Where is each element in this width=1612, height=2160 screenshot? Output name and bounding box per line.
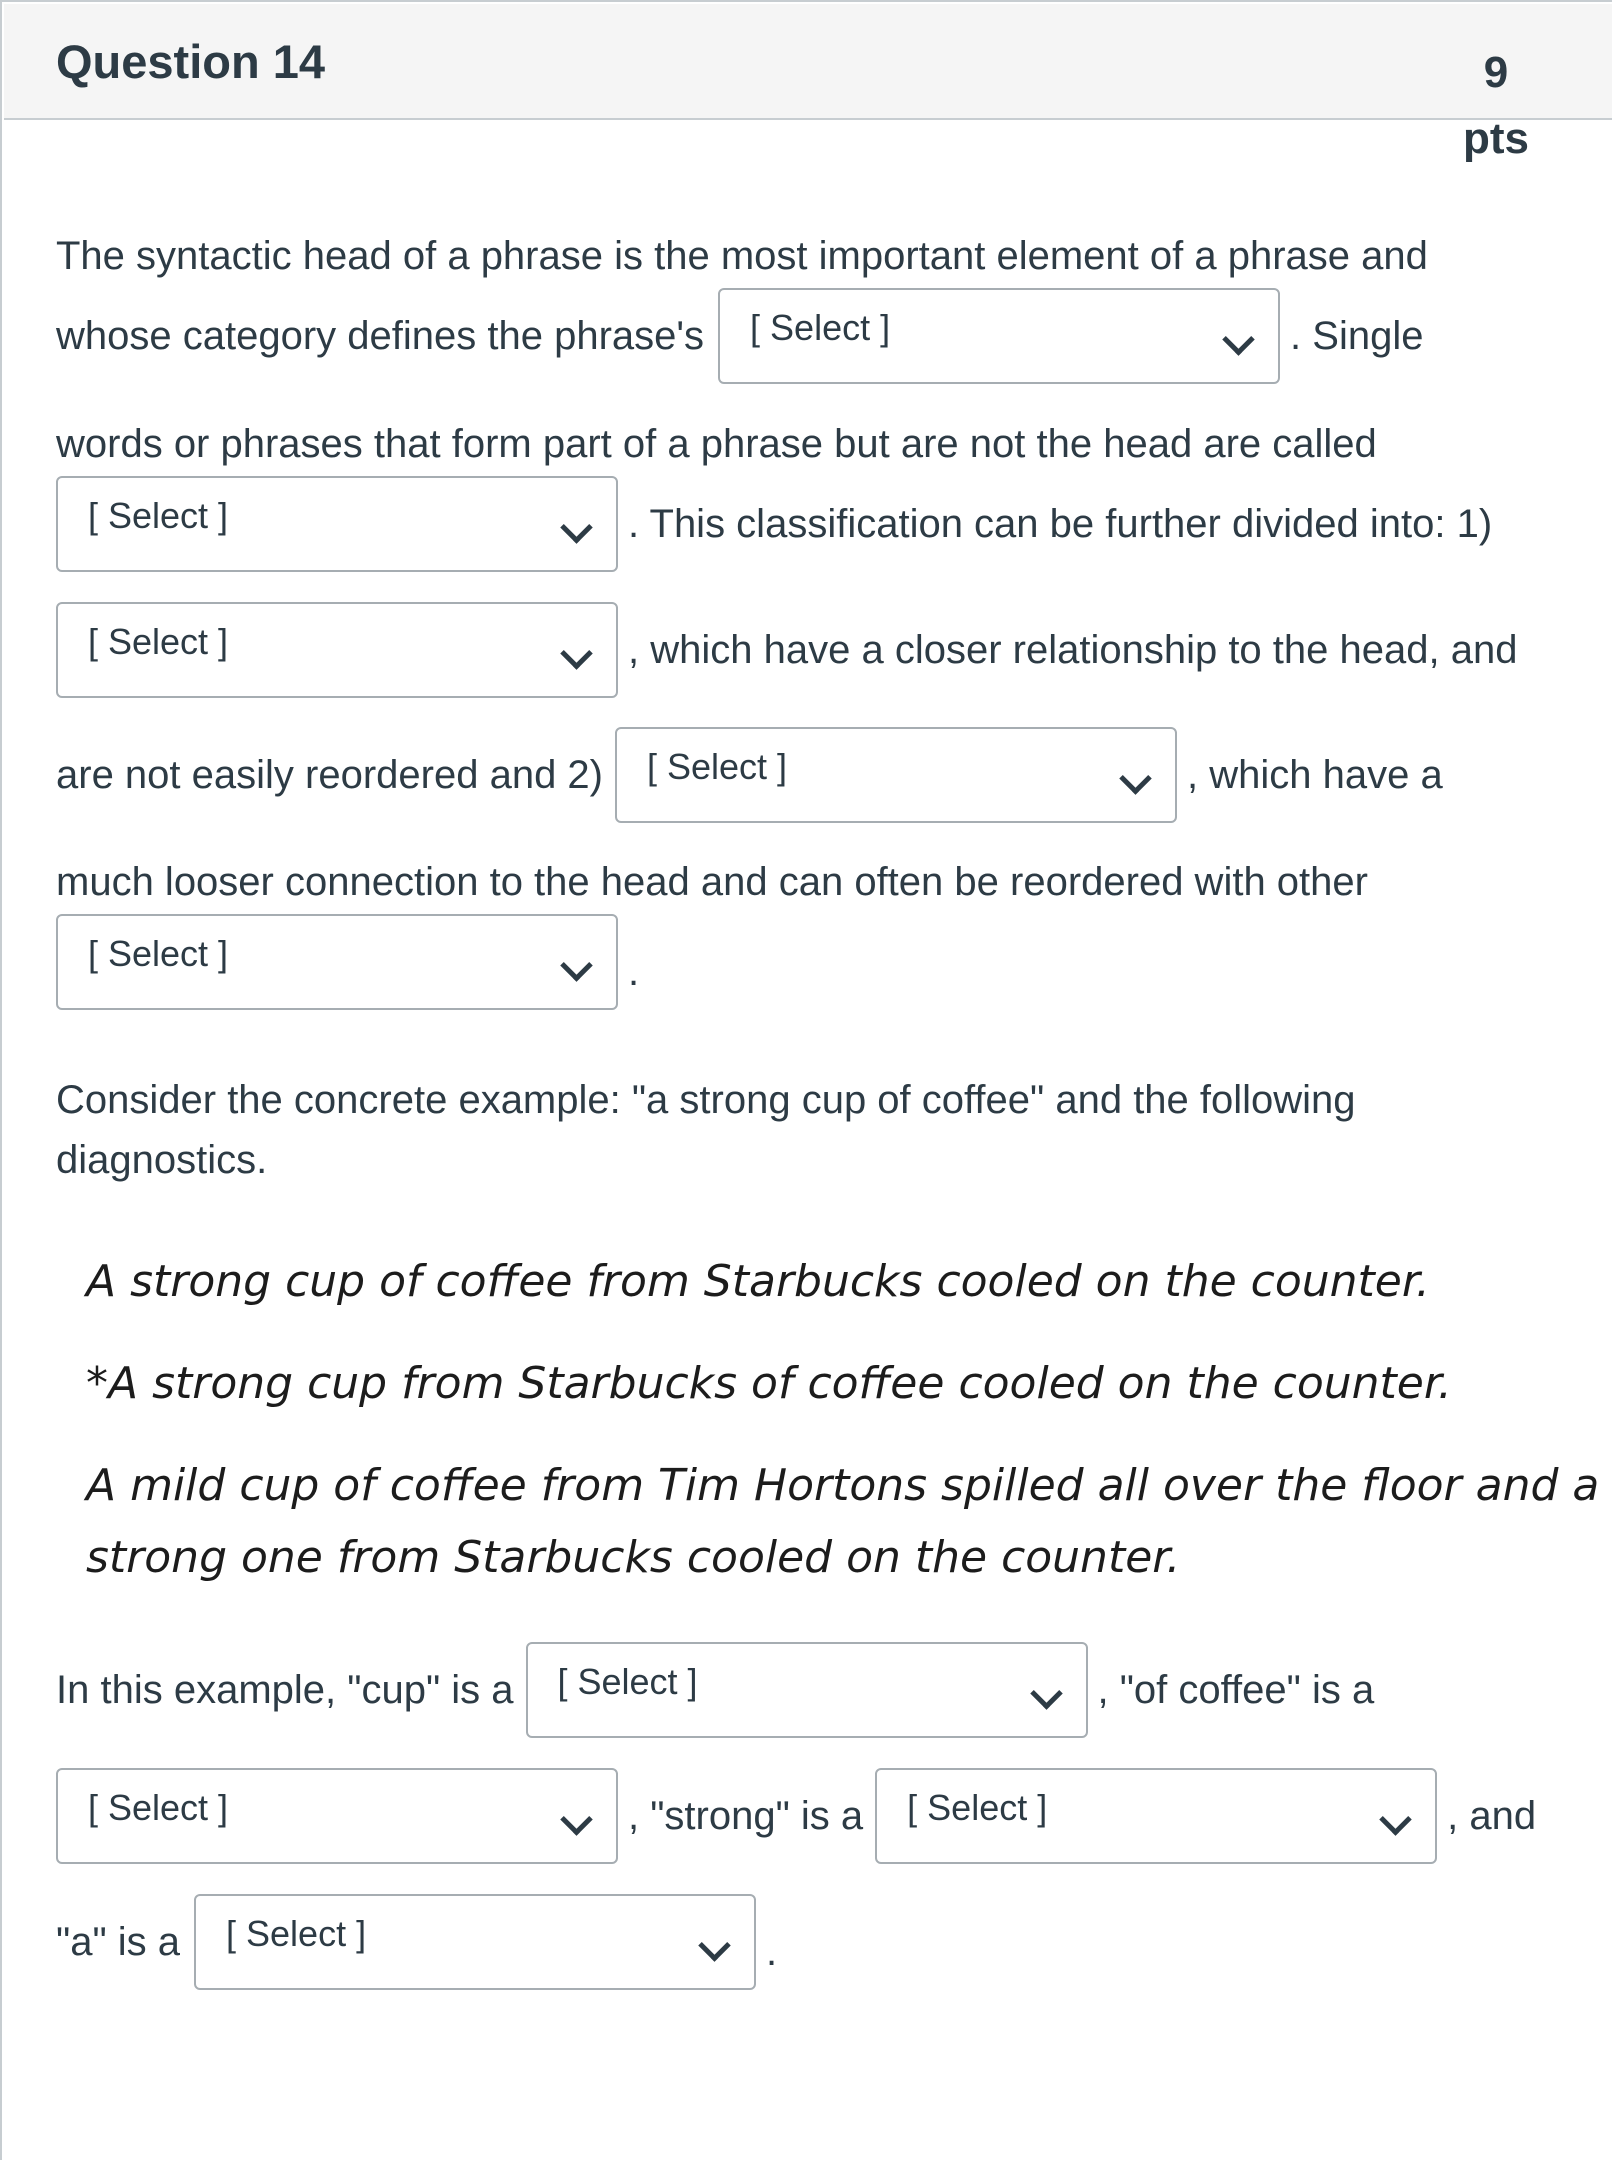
- body-text: diagnostics.: [56, 1138, 268, 1182]
- chevron-down-icon: [1222, 323, 1255, 356]
- select-value: [ Select ]: [88, 621, 229, 662]
- body-text: , which have a closer relationship to the head, and: [628, 628, 1518, 672]
- body-text: .: [766, 1930, 778, 1974]
- select-type-1[interactable]: [56, 602, 618, 698]
- body-text: are not easily reordered and 2): [56, 753, 603, 797]
- chevron-down-icon: [560, 511, 593, 544]
- body-text: In this example, "cup" is a: [56, 1668, 514, 1712]
- select-phrase-category[interactable]: [718, 288, 1280, 384]
- select-value: [ Select ]: [88, 495, 229, 536]
- body-text: , "strong" is a: [628, 1794, 864, 1838]
- body-text: Consider the concrete example: "a strong cup of coffee" and the following: [56, 1078, 1356, 1122]
- text-line: [56, 602, 1517, 698]
- select-value: [ Select ]: [88, 1787, 229, 1828]
- body-text: . This classification can be further divided into: 1): [628, 502, 1493, 546]
- body-text: , "of coffee" is a: [1097, 1668, 1375, 1712]
- text-line: [56, 288, 1423, 384]
- select-value: [ Select ]: [647, 746, 788, 787]
- body-text: whose category defines the phrase's: [56, 314, 705, 358]
- text-line: [56, 1080, 1356, 1120]
- example-sentence: *A strong cup from Starbucks of coffee cooled on the counter.: [86, 1358, 1452, 1409]
- select-value: [ Select ]: [907, 1787, 1048, 1828]
- body-text: much looser connection to the head and can often be reordered with other: [56, 860, 1368, 904]
- select-a[interactable]: [194, 1894, 756, 1990]
- text-line: [56, 476, 1492, 572]
- chevron-down-icon: [1119, 762, 1152, 795]
- example-sentence: A mild cup of coffee from Tim Hortons spilled all over the floor and a: [86, 1460, 1600, 1511]
- body-text: The syntactic head of a phrase is the most important element of a phrase and: [56, 234, 1428, 278]
- select-non-head-elements[interactable]: [56, 476, 618, 572]
- select-reorder-with[interactable]: [56, 914, 618, 1010]
- text-line: [56, 727, 1443, 823]
- text-line: [56, 1768, 1536, 1864]
- text-line: [56, 1894, 777, 1990]
- chevron-down-icon: [560, 1803, 593, 1836]
- text-line: [56, 1642, 1374, 1738]
- body-text: words or phrases that form part of a phrase but are not the head are called: [56, 422, 1377, 466]
- select-value: [ Select ]: [226, 1913, 367, 1954]
- chevron-down-icon: [698, 1929, 731, 1962]
- select-strong[interactable]: [875, 1768, 1437, 1864]
- body-text: .: [628, 950, 640, 994]
- select-value: [ Select ]: [750, 307, 891, 348]
- select-value: [ Select ]: [88, 933, 229, 974]
- text-line: [56, 1140, 267, 1180]
- chevron-down-icon: [1030, 1677, 1063, 1710]
- points-unit: pts: [1463, 114, 1529, 163]
- chevron-down-icon: [560, 637, 593, 670]
- question-header: [4, 4, 1612, 163]
- select-of-coffee[interactable]: [56, 1768, 618, 1864]
- example-sentence: A strong cup of coffee from Starbucks cooled on the counter.: [86, 1256, 1430, 1307]
- select-cup[interactable]: [526, 1642, 1088, 1738]
- body-text: , and: [1447, 1794, 1537, 1838]
- text-line: [56, 914, 639, 1010]
- body-text: "a" is a: [56, 1920, 181, 1964]
- points-label: [1436, 40, 1556, 172]
- text-line: [56, 862, 1368, 902]
- body-text: , which have a: [1187, 753, 1443, 797]
- chevron-down-icon: [1379, 1803, 1412, 1836]
- example-sentence: strong one from Starbucks cooled on the counter.: [86, 1532, 1181, 1583]
- select-value: [ Select ]: [557, 1661, 698, 1702]
- text-line: [56, 424, 1377, 464]
- points-value: 9: [1483, 48, 1509, 97]
- select-type-2[interactable]: [615, 727, 1177, 823]
- text-line: [56, 236, 1428, 276]
- chevron-down-icon: [560, 949, 593, 982]
- question-title: Question 14: [56, 35, 326, 88]
- body-text: . Single: [1290, 314, 1424, 358]
